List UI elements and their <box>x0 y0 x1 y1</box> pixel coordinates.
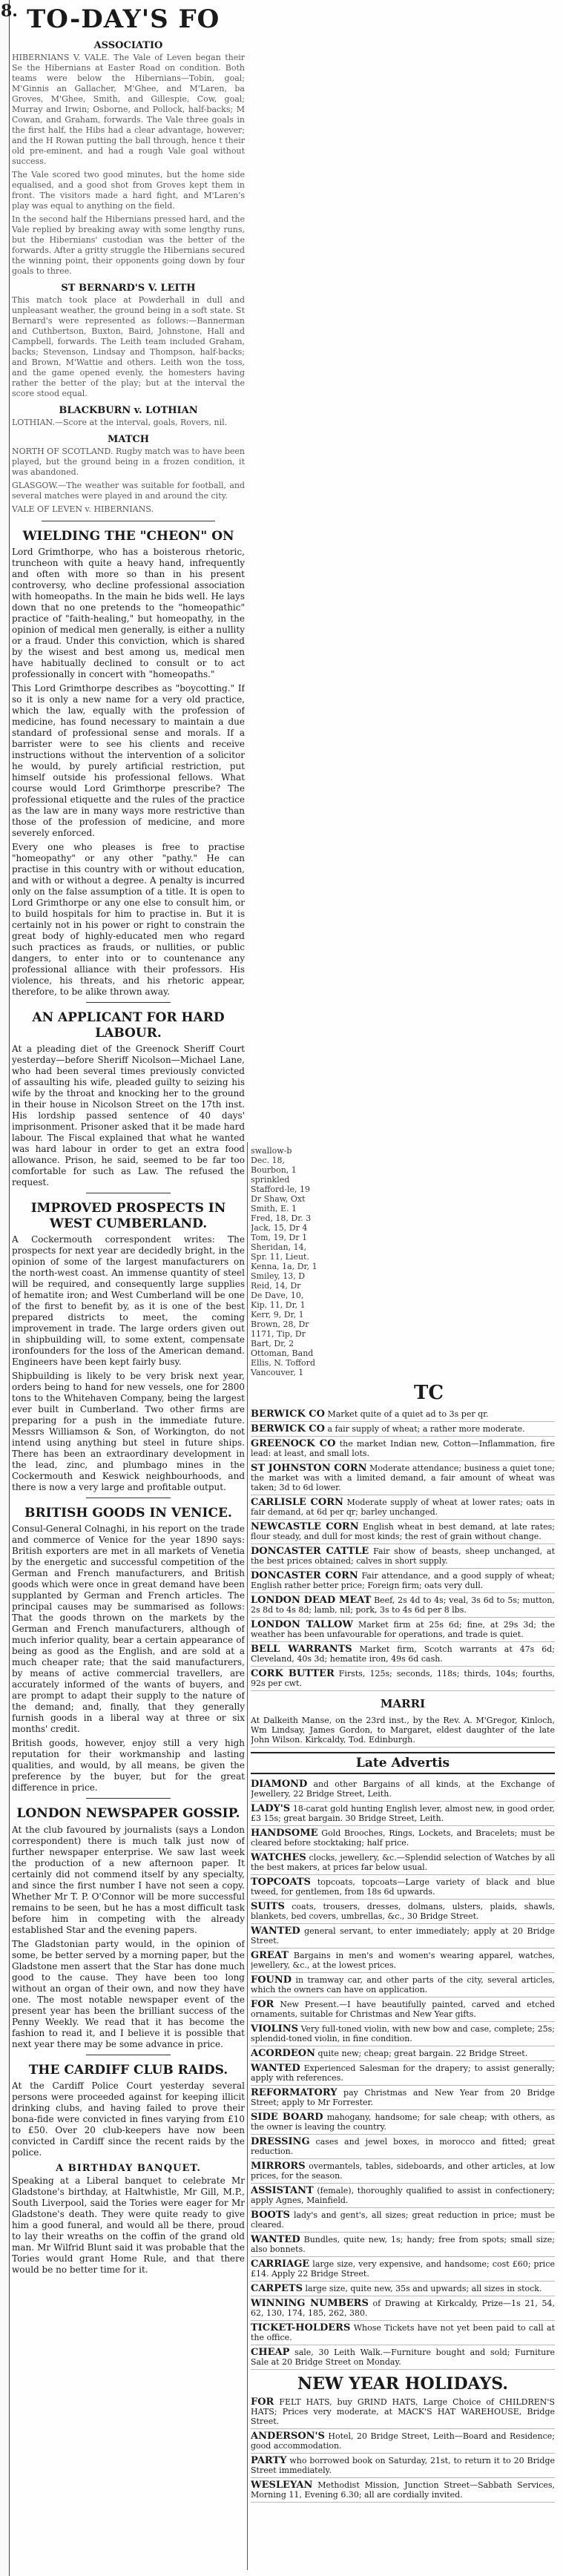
ad-lead: CARRIAGE <box>251 2259 310 2270</box>
ad-lead: WATCHES <box>251 1852 306 1863</box>
ad-lead: TOPCOATS <box>251 1877 311 1888</box>
classified-ad <box>251 2321 555 2345</box>
classified-ad <box>251 2022 555 2046</box>
market-text: the market Indian new, Cotton—Inflammation, fire lead: at least, and small lots. <box>251 1439 555 1458</box>
market-report <box>251 1422 555 1437</box>
classified-ad <box>251 1973 555 1997</box>
classified-ad <box>251 2345 555 2370</box>
ad-text: topcoats, topcoats—Large variety of black and blue tweed, for gentlemen, from 18s 6d upwards. <box>251 1877 555 1897</box>
classified-ad <box>251 2086 555 2110</box>
ad-text: clocks, jewellery, &c.—Splendid selection of Watches by all the best makers, at prices far below usual. <box>251 1853 555 1872</box>
ad-text: in tramway car, and other parts of the city, several articles, which the owners can have on application. <box>251 1975 555 1994</box>
new-year-heading: NEW YEAR HOLIDAYS. <box>297 2374 508 2394</box>
market-reports <box>251 1407 555 1691</box>
ad-text: quite new; cheap; great bargain. 22 Bridge Street. <box>317 2049 528 2058</box>
ad-text: Bundles, quite new, 1s; handy; free from spots; small size; also bonnets. <box>251 2235 555 2254</box>
classified-ad <box>251 2110 555 2135</box>
classified-ads <box>251 1777 555 2370</box>
market-title: DONCASTER CATTLE <box>251 1546 369 1557</box>
classified-ad <box>251 2233 555 2257</box>
blackburn-subheading: BLACKBURN v. LOTHIAN <box>59 405 198 416</box>
cumberland-paragraph: A Cockermouth correspondent writes: The prospects for next year are decidedly bright, in the opinion of some of the largest manufacturers on the north-west coast. An immense quantity of steel will be required, and consequently large supplies of hematite iron; and West Cumberland will be one of the first to benefit by, as it is one of the best prepared districts to meet, the coming improvement in trade. The large orders given out in shipbuilding will, to some extent, compensate ironfounders for the loss of the American demand. Engineers have been kept fairly busy. <box>12 1233 245 1367</box>
ad-text: Experienced Salesman for the drapery; to assist generally; apply with references. <box>251 2063 555 2083</box>
classified-ad <box>251 2046 555 2061</box>
ad-lead: PARTY <box>251 2455 287 2466</box>
ad-text: Gold Brooches, Rings, Lockets, and Bracelets; must be cleared before stocktaking; half price. <box>251 1828 555 1848</box>
association-paragraph: The Vale scored two good minutes, but the home side equalised, and a good shot from Groves kept them in front. The visitors made a hard fight, and M'Laren's play was equal to anything on the field. <box>12 170 245 211</box>
classified-ad <box>251 2395 555 2429</box>
blackburn-paragraph: LOTHIAN.—Score at the interval, goals, Rovers, nil. <box>12 418 228 427</box>
ad-lead: SIDE BOARD <box>251 2112 323 2123</box>
market-report <box>251 1520 555 1544</box>
ad-text: lady's and gent's, all sizes; great reduction in price; must be cleared. <box>251 2210 555 2230</box>
hard-labour-paragraph: At a pleading diet of the Greenock Sheriff Court yesterday—before Sheriff Nicolson—Michael Lane, who had been several times previously convicted of assaulting his wife, pleaded guilty to seizing his wife by the throat and knocking her to the ground in their house in Nicolson Street on the 17th inst. His lordship passed sentence of 40 days' imprisonment. Prisoner asked that it be made hard labour. The Fiscal explained that what he wanted was hard labour in order to get an extra food allowance. Prison, he said, seemed to be far too comfortable for such as Law. The refused the request. <box>12 1044 245 1188</box>
ad-text: and other Bargains of all kinds, at the Exchange of Jewellery, 22 Bridge Street, Leith. <box>251 1779 555 1799</box>
classified-ad <box>251 2159 555 2184</box>
ad-lead: LADY'S <box>251 1803 291 1814</box>
fragment-line: Spr. 11, Lieut. <box>251 1252 309 1262</box>
fragment-line: swallow-b <box>251 1146 292 1156</box>
classified-ad <box>251 2061 555 2086</box>
market-text: Fair attendance, and a good supply of wheat; English rather better price; Foreign firm; oats very dull. <box>251 1571 555 1590</box>
market-title: CORK BUTTER <box>251 1668 335 1679</box>
fragment-line: Kip, 11, Dr, 1 <box>251 1300 306 1310</box>
ad-text: Bargains in men's and women's wearing apparel, watches, jewellery, &c., at the lowest prices. <box>251 1951 555 1970</box>
ad-lead: ACORDEON <box>251 2048 315 2059</box>
ad-text: large size, quite new, 35s and upwards; all sizes in stock. <box>305 2284 542 2293</box>
ad-text: coats, trousers, dresses, dolmans, ulsters, plaids, shawls, blankets, bed covers, umbrellas, &c., 30 Bridge Street. <box>251 1902 555 1921</box>
hard-labour-heading: AN APPLICANT FOR HARD LABOUR. <box>32 1010 225 1041</box>
match-paragraph: VALE OF LEVEN v. HIBERNIANS. <box>12 504 154 514</box>
fragment-line: Fred, 18, Dr. 3 <box>251 1213 312 1223</box>
ad-lead: WESLEYAN <box>251 2480 313 2491</box>
adjacent-page-edge <box>0 0 18 2576</box>
classified-ad <box>251 2184 555 2208</box>
classified-ad <box>251 1875 555 1900</box>
fragment-line: Jack, 15, Dr 4 <box>251 1223 308 1233</box>
ad-lead: ASSISTANT <box>251 2185 314 2196</box>
ad-text: (female), thoroughly qualified to assist in confectionery; apply Agnes, Mainfield. <box>251 2186 555 2205</box>
ad-text: sale, 30 Leith Walk.—Furniture bought and sold; Furniture Sale at 20 Bridge Street on Monday. <box>251 2348 555 2367</box>
fragment-line: Reid, 14, Dr <box>251 1281 301 1291</box>
cumberland-heading: IMPROVED PROSPECTS IN WEST CUMBERLAND. <box>30 1201 226 1231</box>
cardiff-paragraph: At the Cardiff Police Court yesterday several persons were proceeded against for keeping illicit drinking clubs, and having failed to prove their bona-fide were convicted in fines varying from £10 to £50. Over 20 club-keepers have now been convicted in Cardiff since the recent raids by the police. <box>12 2081 245 2158</box>
classified-ad <box>251 2454 555 2478</box>
market-report <box>251 1495 555 1520</box>
classified-ad <box>251 1949 555 1973</box>
ad-text: Whose Tickets have not yet been paid to call at the office. <box>251 2323 555 2342</box>
market-title: BELL WARRANTS <box>251 1644 352 1655</box>
fragment-line: sprinkled <box>251 1175 290 1185</box>
gossip-paragraph: The Gladstonian party would, in the opinion of some, be better served by a morning paper, but the Gladstone men assert that the Star has done much good to the cause. They have been too long without an organ of their own, and now they have one. The most notable newspaper event of the present year has been the brilliant success of the Penny Weekly. We read that it has become the fashion to read it, and I believe it is possible that next year there may be some advance in price. <box>12 1938 245 2049</box>
ad-lead: WANTED <box>251 2063 300 2074</box>
market-text: Moderate supply of wheat at lower rates; oats in fair demand, at 6d per qr; barley unchanged. <box>251 1498 555 1517</box>
classified-ad <box>251 2135 555 2159</box>
fragment-line: Kerr, 9, Dr, 1 <box>251 1310 304 1320</box>
classified-ad <box>251 1777 555 1802</box>
classified-ad <box>251 2257 555 2282</box>
fragment-line: 1171, Tip, Dr <box>251 1329 306 1339</box>
classified-ad <box>251 1802 555 1826</box>
ad-text: Methodist Mission, Junction Street—Sabbath Services, Morning 11, Evening 6.30; all are cordially invited. <box>251 2480 555 2500</box>
masthead-title: TO-DAY'S FO <box>27 4 220 34</box>
column-rule <box>247 1142 248 2570</box>
ad-text: of Drawing at Kirkcaldy, Prize—1s 21, 54, 62, 130, 174, 185, 262, 380. <box>251 2299 555 2318</box>
fragment-line: Ellis, N. Tofford <box>251 1358 315 1368</box>
venice-heading: BRITISH GOODS IN VENICE. <box>24 1505 232 1521</box>
wielding-paragraph: Lord Grimthorpe, who has a boisterous rhetoric, truncheon with quite a heavy hand, infrequently and often with more so than in his present controversy, who decline professional association with homeopaths. In the main he bids well. He lays down that no one pretends to the "homeopathic" practice of "faith-healing," but homeopathy, in the opinion of medical men generally, is either a nullity or a fraud. Under this conviction, which is shared by the wisest and best among us, medical men have habitually declined to consult or to act professionally in concert with "homeopaths." <box>12 547 245 680</box>
venice-paragraph: Consul-General Colnaghi, in his report on the trade and commerce of Venice for the year 1890 says: British exporters are met in all markets of Venetia by the energetic and successful competition of the German and French manufacturers, and British goods which were once in great demand have been supplanted by German and French articles. The principal causes may be summarised as follows: That the goods thrown on the markets by the German and French manufacturers, although of much inferior quality, bear a certain appearance of being as good as the English, and are sold at a much cheaper rate; that the said manufacturers, by means of active commercial travellers, are accurately informed of the wants of buyers, and are prompt to adapt their supply to the nature of the demand; and, finally, that they generally furnish goods in a liberal way at three or six months' credit. <box>12 1523 245 1735</box>
fragment-line: Tom, 19, Dr 1 <box>251 1233 308 1242</box>
gossip-paragraph: At the club favoured by journalists (says a London correspondent) there is much talk just now of further newspaper enterprise. We saw last week the production of a new afternoon paper. It certainly did not commend itself by any specialty, and since the first number I have not seen a copy. Whether Mr T. P. O'Connor will be more successful remains to be seen, but he has a most difficult task before him in competing with the already established Star and the evening papers. <box>12 1824 245 1935</box>
wielding-paragraph: This Lord Grimthorpe describes as "boycotting." If so it is only a new name for a very old practice, which the law, equally with the profession of medicine, has found necessary to maintain a due standard of professional sense and morals. If a barrister were to see his clients and receive instructions without the intervention of a solicitor he would, by purely artificial restriction, put himself outside his professional fellows. What course would Lord Grimthorpe prescribe? The professional etiquette and the rules of the practice as the law are in many ways more restrictive than those of the profession of medicine, and more severely enforced. <box>12 683 245 839</box>
ad-text: large size, very expensive, and handsome; cost £60; price £14. Apply 22 Bridge Street. <box>251 2259 555 2279</box>
right-column <box>251 1146 555 2570</box>
racing-fragments <box>251 1146 555 1377</box>
match-heading: MATCH <box>107 434 150 445</box>
classified-ad <box>251 1924 555 1949</box>
section-divider <box>86 1002 171 1003</box>
market-report <box>251 1544 555 1569</box>
cardiff-heading: THE CARDIFF CLUB RAIDS. <box>28 2062 228 2078</box>
market-text: Market quite of a quiet ad to 3s per qr. <box>327 1409 489 1419</box>
wielding-paragraph: Every one who pleases is free to practise "homeopathy" or any other "pathy." He can practise in this country with or without education, and with or without a degree. A penalty is incurred only on the false assumption of a title. It is open to Lord Grimthorpe or any one else to consult him, or to build hospitals for him to practise in. But it is certainly not in his power or right to constrain the great body of highly-educated men who regard such practices as frauds, or nullities, or public dangers, to enter into or to countenance any professional alliance with their professors. His violence, his threats, and his rhetoric appear, therefore, to be alike thrown away. <box>12 842 245 998</box>
fragment-line: Sheridan, 14, <box>251 1242 307 1252</box>
wielding-heading: WIELDING THE "CHEON" ON <box>22 529 234 544</box>
ad-lead: SUITS <box>251 1901 285 1912</box>
married-heading: MARRI <box>380 1697 426 1710</box>
classified-ad <box>251 1900 555 1924</box>
gossip-heading: LONDON NEWSPAPER GOSSIP. <box>16 1806 240 1822</box>
fragment-line: Bart, Dr, 2 <box>251 1339 294 1348</box>
match-paragraph: GLASGOW.—The weather was suitable for football, and several matches were played in and around the city. <box>12 481 245 501</box>
market-title: NEWCASTLE CORN <box>251 1521 359 1532</box>
ad-lead: WANTED <box>251 1926 300 1937</box>
late-advertisements-heading: Late Advertis <box>251 1752 555 1774</box>
market-report <box>251 1461 555 1495</box>
market-report <box>251 1618 555 1642</box>
market-report <box>251 1593 555 1618</box>
ad-text: Very full-toned violin, with new bow and case, complete; 25s; splendid-toned violin, in fine condition. <box>251 2024 555 2043</box>
market-text: a fair supply of wheat; a rather more moderate. <box>327 1424 525 1434</box>
market-title: GREENOCK CO <box>251 1438 336 1449</box>
classified-ad <box>251 2296 555 2321</box>
ad-lead: GREAT <box>251 1950 289 1961</box>
fragment-line: Smiley, 13, D <box>251 1271 306 1281</box>
market-report <box>251 1642 555 1667</box>
fragment-line: Dr Shaw, Oxt <box>251 1194 306 1204</box>
ad-lead: HANDSOME <box>251 1828 318 1839</box>
ad-lead: ANDERSON'S <box>251 2431 325 2442</box>
market-title: BERWICK CO <box>251 1423 325 1434</box>
fragment-line: Ottoman, Band <box>251 1348 314 1358</box>
classified-ad <box>251 2478 555 2503</box>
market-title: LONDON TALLOW <box>251 1619 354 1630</box>
fragment-line: Vancouver, 1 <box>251 1368 304 1377</box>
ad-text: Hotel, 20 Bridge Street, Leith—Board and Residence; good accommodation. <box>251 2431 555 2451</box>
ad-lead: FOUND <box>251 1974 292 1986</box>
ad-text: general servant, to enter immediately; apply at 20 Bridge Street. <box>251 1926 555 1946</box>
ad-text: 18-carat gold hunting English lever, almost new, in good order, £3 15s; great bargain. 30 Bridge Street, Leith. <box>251 1804 555 1823</box>
ad-text: mahogany, handsome; for sale cheap; with others, as the owner is leaving the country. <box>251 2112 555 2132</box>
ad-lead: FOR <box>251 2397 274 2408</box>
classified-ad <box>251 2429 555 2454</box>
ad-lead: MIRRORS <box>251 2161 306 2172</box>
cumberland-paragraph: Shipbuilding is likely to be very brisk next year, orders being to hand for new vessels, one for 2800 tons to the Whitehaven Company, being the largest ever built in Cumberland. Two other firms are preparing for a push in the immediate future. Messrs Williamson & Son, of Workington, do not intend using anything but steel in future ships. There has been an extraordinary development in the lead, zinc, and plumbago mines in the Cockermouth and Keswick neighbourhoods, and there is now a very large and profitable output. <box>12 1370 245 1492</box>
section-divider <box>86 1798 171 1799</box>
ad-lead: DRESSING <box>251 2136 310 2147</box>
market-text: Market firm at 25s 6d; fine, at 29s 3d; the weather has been unfavourable for operations, and trade is quiet. <box>251 1620 555 1639</box>
market-title: ST JOHNSTON CORN <box>251 1463 367 1474</box>
ad-text: pay Christmas and New Year from 20 Bridge Street; apply to Mr Forrester. <box>251 2088 555 2107</box>
ad-lead: VIOLINS <box>251 2023 298 2035</box>
association-paragraph: In the second half the Hibernians pressed hard, and the Vale replied by breaking away with some lengthy runs, but the Hibernians' custodian was the better of the forwards. After a gritty struggle the Hibernians secured the winning point, their opponents going down by four goals to three. <box>12 214 245 276</box>
ad-lead: BOOTS <box>251 2210 290 2221</box>
ad-lead: DIAMOND <box>251 1779 308 1790</box>
classified-ad <box>251 1851 555 1875</box>
market-text: Beef, 2s 4d to 4s; veal, 3s 6d to 5s; mutton, 2s 8d to 4s 8d; lamb, nil; pork, 3s to 4s 6d per 8 lbs. <box>251 1595 555 1615</box>
ad-text: FELT HATS, buy GRIND HATS, Large Choice of CHILDREN'S HATS; Prices very moderate, at MACK'S HAT WAREHOUSE, Bridge Street. <box>251 2397 555 2426</box>
market-text: Fair show of beasts, sheep unchanged, at the best prices obtained; calves in short supply. <box>251 1546 555 1566</box>
ad-lead: CARPETS <box>251 2283 303 2294</box>
banquet-paragraph: Speaking at a Liberal banquet to celebrate Mr Gladstone's birthday, at Haltwhistle, Mr Gill, M.P., South Liverpool, said the Tories were eager for Mr Gladstone's death. They were quite ready to give him a good funeral, and would all be there, proud to lay their wreaths on the coffin of the grand old man. Mr Wilfrid Blunt said it was probable that the Tories would grant Home Rule, and that there would be no better time for it. <box>12 2175 245 2276</box>
venice-paragraph: British goods, however, enjoy still a very high reputation for their workmanship and lasting qualities, and would, by all means, be given the preference by the buyer, but for the great difference in price. <box>12 1738 245 1793</box>
banquet-heading: A BIRTHDAY BANQUET. <box>56 2163 201 2175</box>
fragment-line: Smith, E. 1 <box>251 1204 297 1213</box>
market-text: English wheat in best demand, at late rates; flour steady, and dull for most kinds; the rest of grain without change. <box>251 1522 555 1541</box>
leith-paragraph: This match took place at Powderhall in dull and unpleasant weather, the ground being in a soft state. St Bernard's were represented as follows:—Bannerman and Cuthbertson, Buxton, Baird, Johnstone, Hall and Campbell, forwards. The Leith team included Graham, backs; Stevenson, Lindsay and Thompson, half-backs; and Brown, M'Wattie and others. Leith won the toss, and the game opened evenly, the homesters having rather the better of the play; but at the interval the score stood equal. <box>12 295 245 398</box>
market-report <box>251 1407 555 1422</box>
match-paragraph: NORTH OF SCOTLAND. Rugby match was to have been played, but the ground being in a frozen condition, it was abandoned. <box>12 447 245 477</box>
fragment-line: De Dave, 10, <box>251 1291 304 1300</box>
ad-text: New Present.—I have beautifully painted, carved and etched ornaments, suitable for Christmas and New Year gifts. <box>251 2000 555 2019</box>
association-heading: ASSOCIATIO <box>93 40 163 51</box>
ad-text: who borrowed book on Saturday, 21st, to return it to 20 Bridge Street immediately. <box>251 2456 555 2475</box>
fragment-line: Kenna, 1a, Dr, 1 <box>251 1262 317 1271</box>
left-column <box>12 0 245 2576</box>
ad-lead: FOR <box>251 1999 274 2010</box>
market-report <box>251 1569 555 1593</box>
fragment-line: Brown, 28, Dr <box>251 1320 309 1329</box>
market-title: DONCASTER CORN <box>251 1570 358 1581</box>
association-paragraph: HIBERNIANS V. VALE. The Vale of Leven began their Se the Hibernians at Easter Road on condition. Both teams were below the Hibernians—Tobin, goal; M'Ginnis an Gallacher, M'Ghee, and M'Laren, ba Groves, M'Ghee, Smith, and Gillespie, Cow, goal; Murray and Irwin; Osborne, and Pollock, half-backs; M Cowan, and Graham, forwards. The Vale three goals in the first half, the Hibs had a clear advantage, however; and the H Rowan putting the ball through, hence t their old pre-eminent, and had a rough Vale goal without success. <box>12 53 245 166</box>
market-report <box>251 1437 555 1461</box>
market-title: BERWICK CO <box>251 1409 325 1420</box>
market-text: Market firm, Scotch warrants at 47s 6d; Cleveland, 40s 3d; hematite iron, 49s 6d cash. <box>251 1644 555 1664</box>
market-report <box>251 1667 555 1691</box>
market-title: LONDON DEAD MEAT <box>251 1595 372 1606</box>
fragment-line: Dec. 18, <box>251 1156 285 1165</box>
market-text: Firsts, 125s; seconds, 118s; thirds, 104s; fourths, 92s per cwt. <box>251 1669 555 1688</box>
ad-lead: WINNING NUMBERS <box>251 2298 369 2309</box>
leith-subheading: ST BERNARD'S V. LEITH <box>61 283 196 294</box>
ad-lead: WANTED <box>251 2234 300 2245</box>
ad-lead: REFORMATORY <box>251 2087 338 2098</box>
classified-ad <box>251 2282 555 2296</box>
ad-text: cases and jewel boxes, in morocco and fitted; great reduction. <box>251 2137 555 2156</box>
closing-ads <box>251 2395 555 2503</box>
right-column-heading: TC <box>414 1382 444 1404</box>
market-text: Moderate attendance; business a quiet tone; the market was with a limited demand, a fair amount of wheat was taken; 3d to 6d lower. <box>251 1463 555 1492</box>
classified-ad <box>251 1826 555 1851</box>
classified-ad <box>251 1997 555 2022</box>
edge-page-number: 8. <box>1 1 18 21</box>
market-title: CARLISLE CORN <box>251 1497 343 1508</box>
fragment-line: Stafford-le, 19 <box>251 1185 310 1194</box>
ad-text: overmantels, tables, sideboards, and other articles, at low prices, for the season. <box>251 2161 555 2181</box>
ad-lead: TICKET-HOLDERS <box>251 2322 351 2333</box>
classified-ad <box>251 2208 555 2233</box>
fragment-line: Bourbon, 1 <box>251 1165 297 1175</box>
ad-lead: CHEAP <box>251 2347 290 2358</box>
married-notice: At Dalkeith Manse, on the 23rd inst., by the Rev. A. M'Gregor, Kinloch, Wm Lindsay, James Gordon, to Margaret, eldest daughter of the late John Wilson. Kirkcaldy, Tod. Edinburgh. <box>251 1713 555 1747</box>
